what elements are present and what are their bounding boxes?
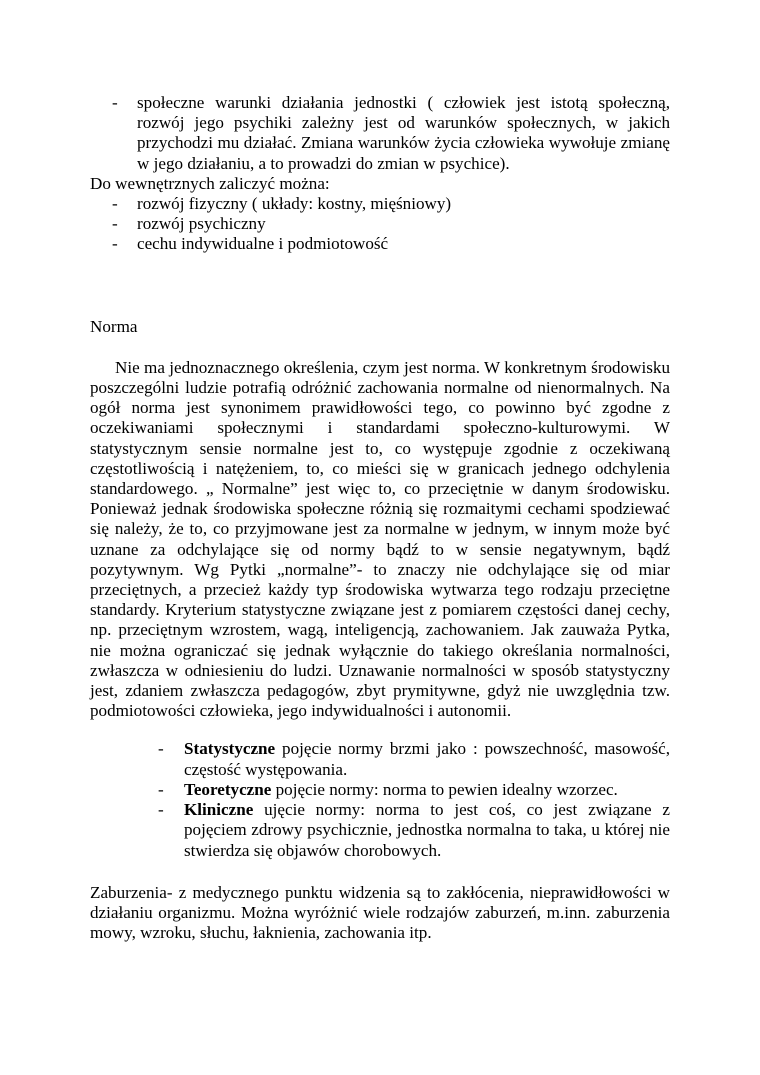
norm-type-term: Teoretyczne: [184, 779, 272, 799]
list-item-text: rozwój psychiczny: [137, 214, 266, 234]
list-item-text: cechu indywidualne i podmiotowość: [137, 234, 389, 254]
zaburzenia-paragraph: Zaburzenia- z medycznego punktu widzenia są to zakłócenia, nieprawidłowości w działaniu organizmu. Można wyróżnić wiele rodzajów zaburzeń, m.inn. zaburzenia mowy, wzroku, słuchu, łaknienia, zachowania itp.: [90, 882, 670, 943]
list-dash: -: [112, 93, 118, 112]
norm-type-text: ujęcie normy: norma to jest coś, co jest związane z pojęciem zdrowy psychicznie, jednostka normalna to taka, u której nie stwierdza się objawów chorobowych.: [184, 800, 670, 860]
list-item: [90, 214, 670, 234]
list-item: [90, 234, 670, 254]
internal-factors-list: [90, 194, 670, 255]
list-dash: -: [158, 779, 164, 799]
section-title: Norma: [90, 316, 138, 336]
page-content: [90, 93, 670, 943]
list-item-text: rozwój fizyczny ( układy: kostny, mięśniowy): [137, 194, 452, 214]
norm-type-text: pojęcie normy: norma to pewien idealny wzorzec.: [271, 779, 618, 799]
list-item: [90, 739, 670, 779]
list-dash: -: [158, 739, 164, 759]
list-dash: -: [158, 800, 164, 820]
list-item: [90, 800, 670, 861]
norma-paragraph: [90, 358, 670, 722]
list-dash: -: [112, 214, 118, 234]
list-item-text: społeczne warunki działania jednostki ( człowiek jest istotą społeczną, rozwój jego psychiki zależny jest od warunków społecznych, w jakich przychodzi mu działać. Zmiana warunków życia człowieka wywołuje zmianę w jego działaniu, a to prowadzi do zmian w psychice).: [137, 93, 670, 173]
norm-type-term: Statystyczne: [184, 739, 276, 759]
list-dash: -: [112, 234, 118, 254]
norm-type-text: pojęcie normy brzmi jako : powszechność, masowość, częstość występowania.: [184, 739, 670, 779]
list-dash: -: [112, 194, 118, 214]
list-item: [90, 194, 670, 214]
conditions-list: [90, 93, 670, 174]
list-item: [90, 780, 670, 800]
internal-factors-intro: Do wewnętrznych zaliczyć można:: [90, 173, 330, 193]
norm-type-term: Kliniczne: [184, 800, 254, 820]
norma-paragraph-text: Nie ma jednoznacznego określenia, czym jest norma. W konkretnym środowisku poszczególni ludzie potrafią odróżnić zachowania normalne od nienormalnych. Na ogół norma jest synonimem prawidłowości tego, co powinno być zgodne z oczekiwaniami społecznymi i standardami społeczno-kulturowymi. W statystycznym sensie normalne jest to, co występuje zgodnie z oczekiwaną częstotliwością i natężeniem, to, co mieści się w granicach jednego odchylenia standardowego. „ Normalne” jest więc to, co przeciętnie w danym środowisku. Ponieważ jednak środowiska społeczne różnią się rozmaitymi cechami spodziewać się należy, że to, co przyjmowane jest za normalne w jednym, w innym może być uznane za odchylające się od normy bądź to w sensie negatywnym, bądź pozytywnym. Wg Pytki „normalne”- to znaczy nie odchylające się od miar przeciętnych, a przecież każdy typ środowiska wytwarza tego rodzaju przeciętne standardy. Kryterium statystyczne związane jest z pomiarem częstości danej cechy, np. przeciętnym wzrostem, wagą, inteligencją, zachowaniem. Jak zauważa Pytka, nie można ograniczać się jednak wyłącznie do takiego określania normalności, zwłaszcza w odniesieniu do ludzi. Uznawanie normalności w sposób statystyczny jest, zdaniem zwłaszcza pedagogów, zbyt prymitywne, gdyż nie uwzględnia tzw. podmiotowości człowieka, jego indywidualności i autonomii.: [90, 357, 670, 721]
list-item: [90, 93, 670, 174]
norm-types-list: [90, 739, 670, 860]
